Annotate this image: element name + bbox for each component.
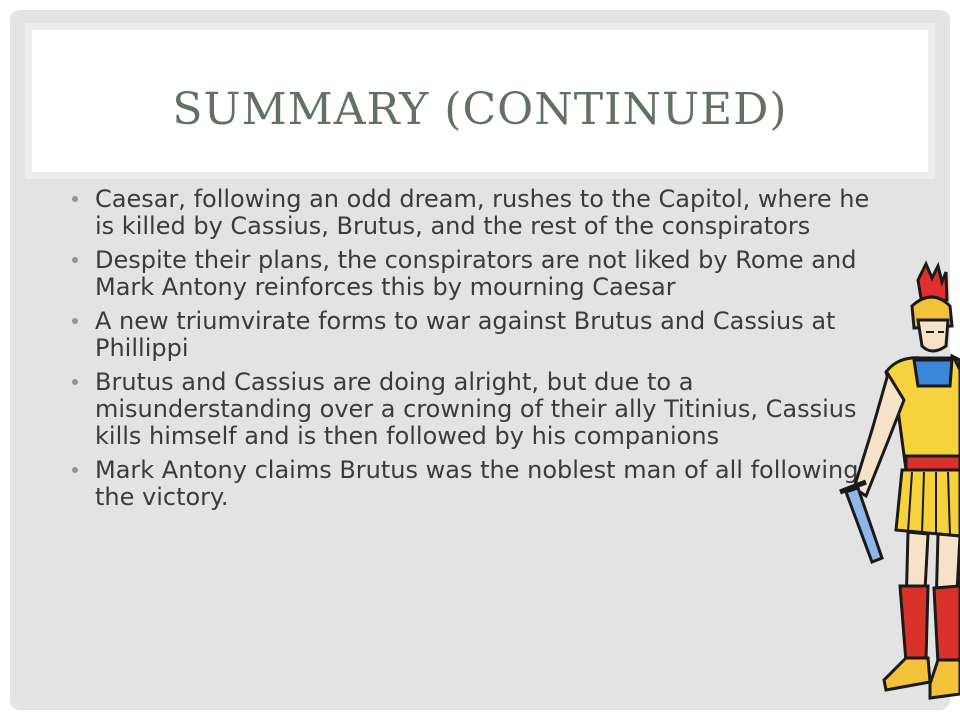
bullet-dot-icon — [72, 467, 78, 473]
slide-title: SUMMARY (CONTINUED) — [172, 84, 788, 135]
bullet-dot-icon — [72, 196, 78, 202]
bullet-list — [72, 186, 892, 518]
bullet-text: Caesar, following an odd dream, rushes to the Capitol, where he is killed by Cassius, Brutus, and the rest of the conspirators — [95, 185, 870, 240]
bullet-dot-icon — [72, 379, 78, 385]
bullet-item — [72, 457, 892, 511]
bullet-dot-icon — [72, 318, 78, 324]
bullet-text: A new triumvirate forms to war against Brutus and Cassius at Phillippi — [95, 307, 836, 362]
bullet-item — [72, 186, 892, 240]
bullet-dot-icon — [72, 257, 78, 263]
bullet-text: Brutus and Cassius are doing alright, but due to a misunderstanding over a crowning of their ally Titinius, Cassius kills himself and is then followed by his companions — [95, 368, 857, 450]
slide — [10, 10, 950, 710]
bullet-item — [72, 308, 892, 362]
bullet-text: Despite their plans, the conspirators are not liked by Rome and Mark Antony reinforces this by mourning Caesar — [95, 246, 857, 301]
bullet-item — [72, 369, 892, 450]
bullet-text: Mark Antony claims Brutus was the noblest man of all following the victory. — [95, 456, 859, 511]
bullet-item — [72, 247, 892, 301]
roman-soldier-clipart — [826, 260, 960, 720]
title-box — [32, 30, 928, 172]
